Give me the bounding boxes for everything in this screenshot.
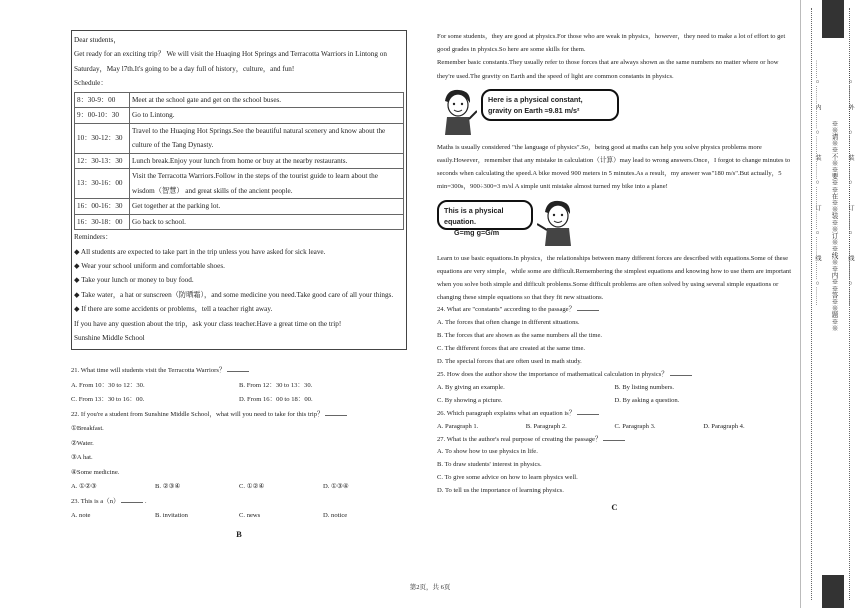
binding-line (811, 8, 812, 600)
schedule-activity: Go back to school. (130, 214, 404, 230)
notice-signature: Sunshine Middle School (74, 333, 145, 342)
option[interactable]: B. Paragraph 2. (525, 422, 567, 430)
option[interactable]: A. ①②③ (71, 483, 97, 491)
table-row (75, 123, 404, 153)
bubble-text: Here is a physical constant, (488, 94, 583, 104)
page-footer: 第2页，共 6页 (409, 584, 451, 591)
option[interactable]: A. From 10：30 to 12：30. (71, 381, 145, 389)
schedule-activity: Go to Lintong. (130, 108, 404, 124)
option[interactable]: B. To draw students' interest in physics. (437, 461, 542, 469)
section-label-b: B (236, 528, 242, 539)
passage-paragraph: Remember basic constants.They usually refer to those forces that are always shown as the same numbers no matter where or how they're used.The gravity on Earth and the speed of light are common constants in physics. (437, 59, 779, 80)
schedule-activity: Meet at the school gate and get on the school buses. (130, 92, 404, 108)
option[interactable]: C. Paragraph 3. (614, 422, 656, 430)
passage-paragraph: For some students，they are good at physics.For those who are weak in physics，however，they need to make a lot of effort to get good grades in physics.So here are some skills for them. (437, 33, 786, 54)
illustration-constant (437, 87, 792, 137)
passage-paragraph: Maths is usually considered "the language of physics".So，being good at maths can help you solve physics problems more easily.However，remember that any mistake in calculation（计算）may lead to wrong answers.Once，I forgot to change minutes to seconds when calculating the speed.A bike moved 900 meters in 5 minutes.As a result，my answer was"180 m/s".But actually，5 min=300s，900÷300=3 m/sl A simple unit mistake almost turned my bike into a plane! (437, 143, 791, 191)
schedule-time: 10：30-12：30 (75, 123, 130, 153)
binding-warning: ※※请※※不※※要※※在※※装※※订※※线※※内※※答※※题※※ (830, 120, 837, 332)
speech-bubble (437, 200, 533, 237)
options-26 (437, 421, 792, 434)
options-23 (71, 509, 407, 524)
reminder-item: ◆ Wear your school uniform and comfortable shoes. (74, 261, 225, 270)
reminder-item: ◆ If there are some accidents or problems，tell a teacher right away. (74, 305, 273, 314)
answer-blank[interactable] (227, 365, 249, 372)
answer-blank[interactable] (325, 409, 347, 416)
bubble-text: gravity on Earth ≈9.81 m/s² (488, 105, 580, 115)
answer-blank[interactable] (603, 434, 625, 441)
q22-item: ②Water. (71, 439, 94, 447)
questions-24-27 (437, 304, 792, 514)
q22-item: ①Breakfast. (71, 425, 104, 433)
table-row (75, 108, 404, 124)
section-label-c: C (611, 502, 618, 513)
answer-blank[interactable] (577, 304, 599, 311)
option[interactable]: D. notice (323, 512, 348, 520)
right-column (437, 30, 792, 514)
bubble-text: This is a physical equation. (444, 205, 504, 226)
schedule-time: 13：30-16：00 (75, 169, 130, 199)
question-23-tail: . (144, 497, 147, 505)
question-24: 24. What are "constants" according to the passage？ (437, 306, 576, 314)
notice-greeting: Dear students， (74, 36, 121, 44)
table-row (75, 153, 404, 169)
q22-item: ③A hat. (71, 454, 93, 462)
table-row (75, 92, 404, 108)
schedule-time: 12：30-13：30 (75, 153, 130, 169)
binding-outer-marks: ………○………外………○………装………○………订………○………线………○……… (847, 60, 854, 306)
option[interactable]: C. news (239, 512, 261, 520)
options-21 (71, 379, 407, 394)
binding-bar (822, 575, 844, 608)
left-column (71, 30, 407, 541)
question-22: 22. If you're a student from Sunshine Middle School，what will you need to take for this trip？ (71, 410, 324, 418)
option[interactable]: C. ①②④ (239, 483, 265, 491)
schedule-activity: Visit the Terracotta Warriors.Follow in the steps of the tourist guide to learn about the wisdom（智慧） and great skills of the ancient people. (130, 169, 404, 199)
option[interactable]: D. ①③④ (323, 483, 349, 491)
schedule-title: Schedule： (74, 79, 108, 88)
options-25 (437, 395, 792, 408)
reminder-item: ◆ Take water，a hat or sunscreen（防晒霜），and some medicine you need.Take good care of all your things. (74, 290, 394, 299)
option[interactable]: B. The forces that are shown as the same numbers all the time. (437, 332, 603, 340)
notice-intro: Get ready for an exciting trip？ We will visit the Huaqing Hot Springs and Terracotta Warriors in Lintong on Saturday，May l7th.It's going to be a day full of history，culture，and fun! (74, 50, 387, 73)
schedule-table (74, 92, 404, 231)
option[interactable]: A. Paragraph 1. (437, 422, 479, 430)
answer-blank[interactable] (121, 496, 143, 503)
answer-blank[interactable] (670, 369, 692, 376)
illustration-equation (437, 198, 792, 248)
option[interactable]: C. From 13：30 to 16：00. (71, 396, 145, 404)
binding-bar (822, 0, 844, 38)
passage-paragraph: Learn to use basic equations.In physics，the relationships between many different forces are described with equations.Some of these equations are very simple，while some are difficult.Remembering the simplest equations and knowing how to use them are important when you solve both simple and difficult problems.Some difficult problems are often solved by using several simple equations or changing these simple equations so that they fit new situations. (437, 254, 792, 302)
option[interactable]: C. The different forces that are created at the same time. (437, 345, 586, 353)
option[interactable]: A. note (71, 512, 91, 520)
schedule-activity: Get together at the parking lot. (130, 199, 404, 215)
schedule-activity: Travel to the Huaqing Hot Springs.See the beautiful natural scenery and know about the culture of the Tang Dynasty. (130, 123, 404, 153)
schedule-time: 8：30-9：00 (75, 92, 130, 108)
questions-21-23 (71, 364, 407, 541)
bubble-text: G=mg g=G/m (454, 227, 500, 237)
option[interactable]: B. From 12：30 to 13：30. (239, 381, 313, 389)
reminder-item: ◆ Take your lunch or money to buy food. (74, 276, 194, 285)
option[interactable]: B. invitation (155, 512, 188, 520)
option[interactable]: C. To give some advice on how to learn physics well. (437, 474, 578, 482)
option[interactable]: A. By giving an example. (437, 383, 505, 391)
question-23: 23. This is a（n） (71, 497, 120, 505)
table-row (75, 214, 404, 230)
question-27: 27. What is the author's real purpose of creating the passage？ (437, 435, 602, 443)
notice-closing: If you have any question about the trip，ask your class teacher.Have a great time on the trip! (74, 319, 342, 328)
cartoon-boy-icon (537, 198, 577, 246)
option[interactable]: B. By listing numbers. (614, 383, 675, 391)
options-22 (71, 480, 407, 495)
binding-inner-marks: ………○………内………○………装………○………订………○………线………○……… (814, 60, 821, 306)
option[interactable]: D. From 16：00 to 18：00. (239, 396, 313, 404)
schedule-time: 16：00-16：30 (75, 199, 130, 215)
binding-margin (800, 0, 860, 608)
option[interactable]: A. The forces that often change in different situations. (437, 319, 580, 327)
option[interactable]: D. To tell us the importance of learning physics. (437, 487, 564, 495)
notice-box (71, 30, 407, 350)
schedule-activity: Lunch break.Enjoy your lunch from home or buy at the nearby restaurants. (130, 153, 404, 169)
table-row (75, 169, 404, 199)
option[interactable]: D. The special forces that are often used in math study. (437, 358, 582, 366)
q22-item: ④Some medicine. (71, 468, 120, 476)
schedule-time: 16：30-18：00 (75, 214, 130, 230)
option[interactable]: A. To show how to use physics in life. (437, 448, 538, 456)
answer-blank[interactable] (577, 408, 599, 415)
reminders-title: Reminders： (74, 233, 113, 242)
option[interactable]: C. By showing a picture. (437, 396, 503, 404)
option[interactable]: D. By asking a question. (614, 396, 680, 404)
cartoon-boy-icon (437, 87, 477, 135)
schedule-time: 9：00-10：30 (75, 108, 130, 124)
option[interactable]: D. Paragraph 4. (703, 422, 745, 430)
options-21 (71, 393, 407, 408)
question-25: 25. How does the author show the importance of mathematical calculation in physics？ (437, 370, 668, 378)
reminder-item: ◆ All students are expected to take part in the trip unless you have asked for sick leave. (74, 247, 326, 256)
options-25 (437, 382, 792, 395)
speech-bubble (481, 89, 619, 121)
table-row (75, 199, 404, 215)
question-21: 21. What time will students visit the Terracotta Warriors？ (71, 367, 226, 375)
option[interactable]: B. ②③④ (155, 483, 181, 491)
question-26: 26. Which paragraph explains what an equation is？ (437, 409, 576, 417)
